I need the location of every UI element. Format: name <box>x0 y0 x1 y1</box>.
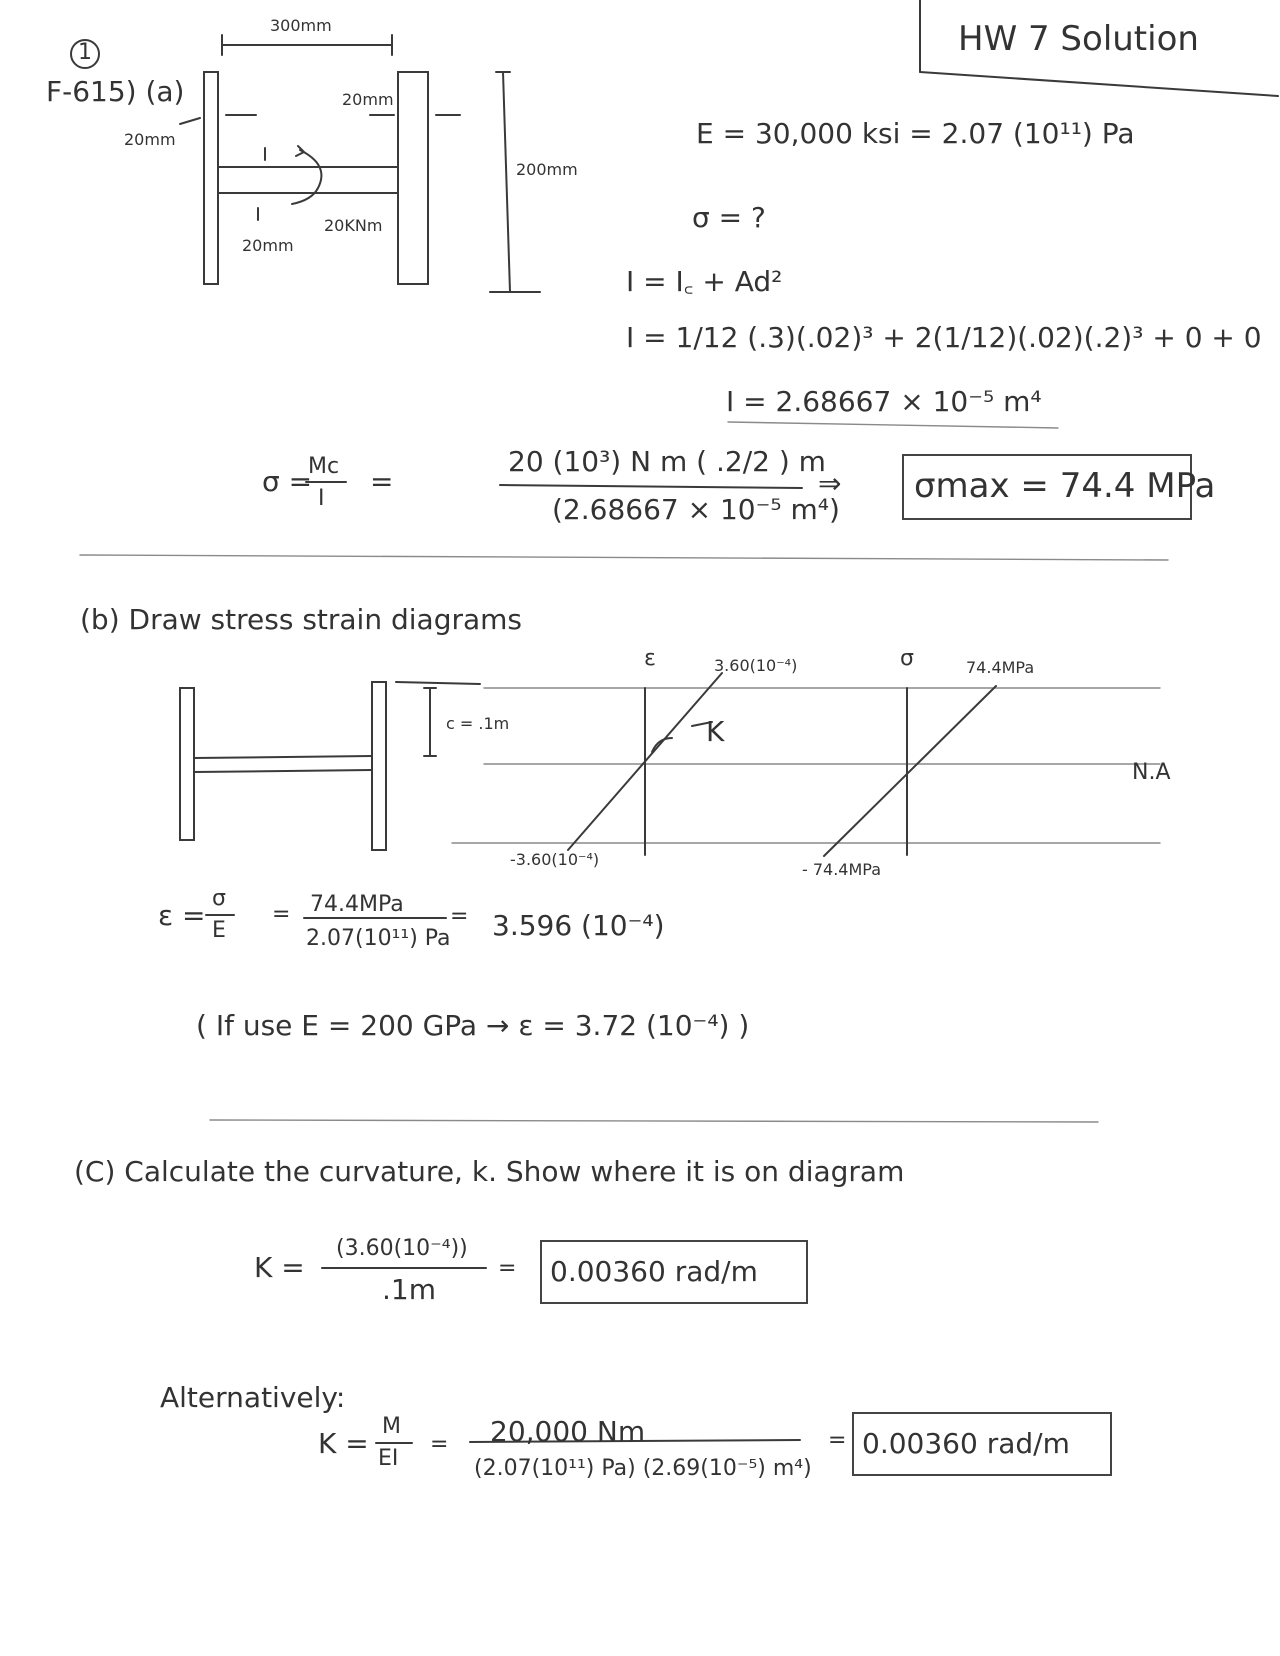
curvature-k-label: K <box>706 715 725 748</box>
k-lhs: K = <box>254 1251 305 1284</box>
inertia-result: I = 2.68667 × 10⁻⁵ m⁴ <box>726 385 1042 418</box>
implies-arrow: ⇒ <box>818 467 842 500</box>
problem-number: 1 <box>78 40 92 65</box>
strain-calc-frac-den: E <box>212 918 226 943</box>
strain-bottom-value: -3.60(10⁻⁴) <box>510 850 600 869</box>
section-b-top-line <box>396 682 480 684</box>
stress-lhs: σ = <box>262 465 313 498</box>
strain-symbol: ε <box>644 646 656 671</box>
part-b-heading: (b) Draw stress strain diagrams <box>80 603 522 636</box>
stress-eq: = <box>370 465 394 498</box>
stress-distribution <box>824 686 996 856</box>
alt-eq2: = <box>828 1428 847 1453</box>
k-result-box <box>540 1240 808 1304</box>
alt-k-lhs: K = <box>318 1427 369 1460</box>
k-numerator: (3.60(10⁻⁴)) <box>336 1236 468 1261</box>
section-b-web-top <box>194 756 372 758</box>
alt-eq1: = <box>430 1432 449 1457</box>
section-b-right-flange <box>372 682 386 850</box>
alt-numerator: 20,000 Nm <box>490 1415 646 1448</box>
alt-result-box <box>852 1412 1112 1476</box>
inertia-calculation: I = 1/12 (.3)(.02)³ + 2(1/12)(.02)(.2)³ + 0 + 0 <box>626 321 1262 354</box>
divider-1 <box>80 555 1168 560</box>
strain-top-value: 3.60(10⁻⁴) <box>714 656 798 675</box>
k-result: 0.00360 rad/m <box>550 1255 758 1288</box>
stress-denominator: (2.68667 × 10⁻⁵ m⁴) <box>552 493 840 526</box>
stress-numerator: 20 (10³) N m ( .2/2 ) m <box>508 445 826 478</box>
inertia-formula: I = I꜀ + Ad² <box>626 265 783 298</box>
alt-frac-num: M <box>382 1414 401 1439</box>
dim-width: 300mm <box>270 16 332 35</box>
stress-top-value: 74.4MPa <box>966 658 1035 677</box>
inertia-result-underline <box>728 422 1058 428</box>
neutral-axis-label: N.A <box>1132 760 1171 785</box>
header-box-bottom-edge <box>920 72 1278 96</box>
moment-label: 20KNm <box>324 216 383 235</box>
strain-calc-eq1: = <box>272 902 291 927</box>
strain-calc-numerator: 74.4MPa <box>310 892 404 917</box>
right-flange <box>398 72 428 284</box>
cross-section-a <box>180 35 540 292</box>
left-flange <box>204 72 218 284</box>
c-label: c = .1m <box>446 714 510 733</box>
strain-calc-lhs: ε = <box>158 899 206 932</box>
dim-flange-right: 20mm <box>342 90 394 109</box>
dim-height: 200mm <box>516 160 578 179</box>
stress-fraction-bar <box>500 485 802 488</box>
alt-result: 0.00360 rad/m <box>862 1427 1070 1460</box>
alternate-modulus-note: ( If use E = 200 GPa → ε = 3.72 (10⁻⁴) ) <box>196 1009 750 1042</box>
k-eq: = <box>498 1256 517 1281</box>
alt-frac-den: EI <box>378 1446 399 1471</box>
section-b-web-bottom <box>194 770 372 772</box>
modulus-value: E = 30,000 ksi = 2.07 (10¹¹) Pa <box>696 117 1135 150</box>
stress-frac-den: I <box>318 486 325 511</box>
strain-calc-eq2: = <box>450 904 469 929</box>
sigma-unknown: σ = ? <box>692 201 766 234</box>
strain-calc-result: 3.596 (10⁻⁴) <box>492 909 665 942</box>
stress-strain-diagrams <box>180 673 1160 856</box>
alternatively-label: Alternatively: <box>160 1381 346 1414</box>
stress-frac-num: Mc <box>308 454 340 479</box>
stress-bottom-value: - 74.4MPa <box>802 860 882 879</box>
strain-calc-denominator: 2.07(10¹¹) Pa <box>306 926 451 951</box>
dim-flange-left: 20mm <box>124 130 176 149</box>
stress-symbol: σ <box>900 646 914 671</box>
alt-denominator: (2.07(10¹¹) Pa) (2.69(10⁻⁵) m⁴) <box>474 1456 812 1481</box>
divider-2 <box>210 1120 1098 1122</box>
page-title: HW 7 Solution <box>958 19 1199 59</box>
problem-id: F-615) (a) <box>46 75 185 108</box>
section-b-left-flange <box>180 688 194 840</box>
stress-result: σmax = 74.4 MPa <box>914 466 1216 506</box>
strain-calc-frac-num: σ <box>212 886 226 911</box>
moment-arrow <box>292 150 321 204</box>
k-denominator: .1m <box>382 1273 436 1306</box>
part-c-heading: (C) Calculate the curvature, k. Show where it is on diagram <box>74 1155 905 1188</box>
dim-web: 20mm <box>242 236 294 255</box>
stress-result-box <box>902 454 1216 520</box>
height-dimension-line <box>503 72 510 292</box>
